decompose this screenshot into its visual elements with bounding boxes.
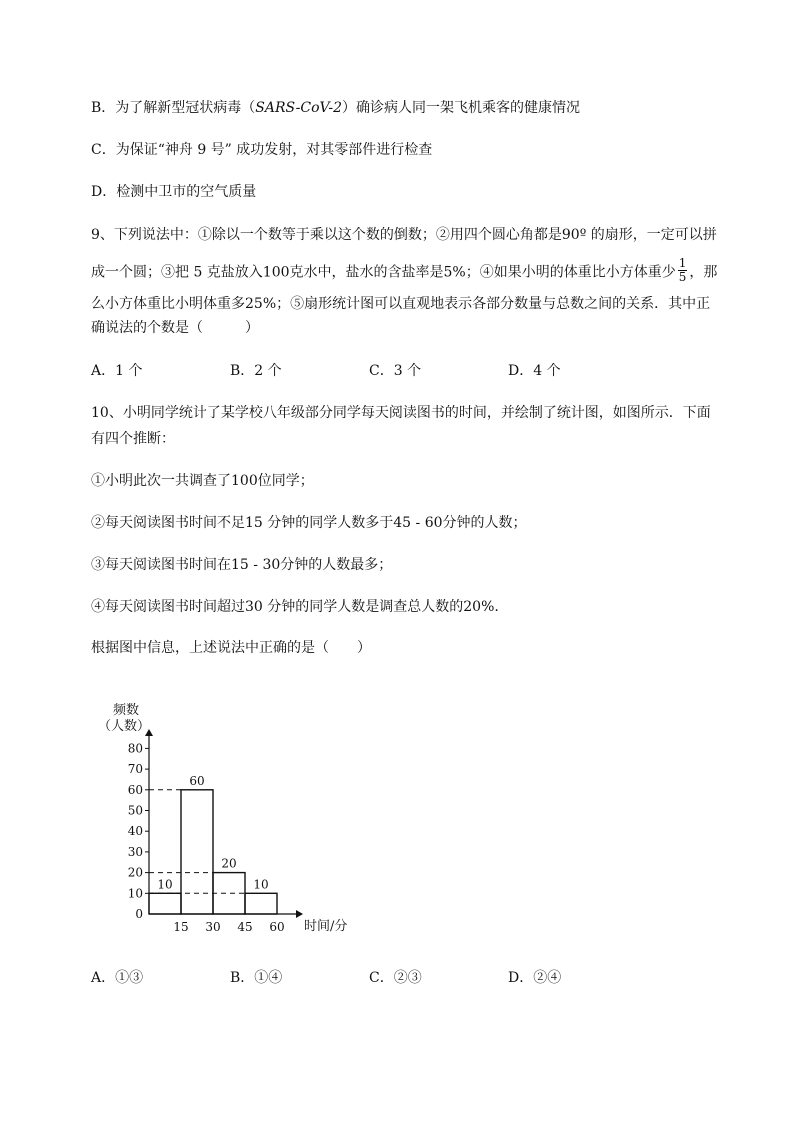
q10-option-b: B．①④ xyxy=(230,970,283,986)
x-tick-label: 45 xyxy=(237,920,253,934)
x-axis-title: 时间/分 xyxy=(304,919,348,934)
q9-option-b: B．2 个 xyxy=(230,363,282,379)
q10-line-1: 10、小明同学统计了某学校八年级部分同学每天阅读图书的时间，并绘制了统计图，如图所示．下面 xyxy=(91,405,711,421)
q8-option-b-tail: ）确诊病人同一架飞机乘客的健康情况 xyxy=(341,100,580,116)
y-tick-label: 0 xyxy=(135,907,143,921)
y-tick-label: 80 xyxy=(127,741,143,756)
y-tick-label: 20 xyxy=(127,865,143,880)
q8-option-b xyxy=(91,98,580,118)
y-axis-title-line-2: （人数） xyxy=(97,719,151,734)
fraction-one-fifth xyxy=(678,257,688,284)
x-tick-label: 15 xyxy=(173,920,189,934)
q8-option-d: D．检测中卫市的空气质量 xyxy=(91,184,257,200)
y-tick-label: 60 xyxy=(127,782,143,797)
q9-line-2-pre: 成一个圆；③把 5 克盐放入100克水中，盐水的含盐率是5%；④如果小明的体重比小方体重少 xyxy=(91,264,676,281)
q10-line-2: 有四个推断： xyxy=(91,431,175,447)
y-tick-label: 70 xyxy=(127,762,143,777)
bar-data-label: 20 xyxy=(221,856,237,871)
q10-option-a: A．①③ xyxy=(91,970,144,986)
q10-option-d: D．②④ xyxy=(508,970,562,986)
virus-name: SARS-CoV-2 xyxy=(255,100,342,116)
fraction-numerator: 1 xyxy=(678,256,687,270)
histogram-chart xyxy=(90,690,380,940)
q9-option-c: C．3 个 xyxy=(369,363,422,379)
q9-option-d: D．4 个 xyxy=(508,363,561,379)
y-axis-title-line-1: 频数 xyxy=(112,703,140,718)
histogram-bar xyxy=(245,893,277,914)
bar-data-label: 10 xyxy=(253,877,269,892)
q9-line-1: 9、下列说法中：①除以一个数等于乘以这个数的倒数；②用四个圆心角都是90º 的扇形，一定可以拼 xyxy=(91,227,717,243)
q10-statement-2: ②每天阅读图书时间不足15 分钟的同学人数多于45 - 60分钟的人数； xyxy=(91,515,527,531)
q9-option-a: A．1 个 xyxy=(91,363,143,379)
y-tick-label: 10 xyxy=(127,886,143,901)
q9-line-3: 么小方体重比小明体重多25%；⑤扇形统计图可以直观地表示各部分数量与总数之间的关系．其中正 xyxy=(91,296,711,312)
q8-option-c: C．为保证“神舟 9 号” 成功发射，对其零部件进行检查 xyxy=(91,142,433,158)
histogram-bar xyxy=(149,893,181,914)
q9-line-2-post: ，那 xyxy=(689,264,718,281)
histogram-bar xyxy=(181,790,213,914)
bar-data-label: 60 xyxy=(189,773,205,788)
q9-line-2 xyxy=(91,256,718,286)
y-tick-label: 40 xyxy=(127,824,143,839)
q10-statement-1: ①小明此次一共调查了100位同学； xyxy=(91,473,314,489)
q9-line-4: 确说法的个数是（ ） xyxy=(91,320,259,336)
q10-prompt: 根据图中信息，上述说法中正确的是（ ） xyxy=(91,640,371,656)
bar-data-label: 10 xyxy=(157,877,173,892)
y-tick-label: 30 xyxy=(127,844,143,859)
x-tick-label: 60 xyxy=(269,920,285,934)
q10-statement-3: ③每天阅读图书时间在15 - 30分钟的人数最多； xyxy=(91,557,393,573)
q8-option-b-head: B．为了解新型冠状病毒（ xyxy=(91,100,256,116)
q10-statement-4: ④每天阅读图书时间超过30 分钟的同学人数是调查总人数的20%. xyxy=(91,599,499,615)
fraction-denominator: 5 xyxy=(678,270,687,284)
y-tick-label: 50 xyxy=(127,803,143,818)
x-tick-label: 30 xyxy=(205,920,221,934)
q10-option-c: C．②③ xyxy=(369,970,422,986)
